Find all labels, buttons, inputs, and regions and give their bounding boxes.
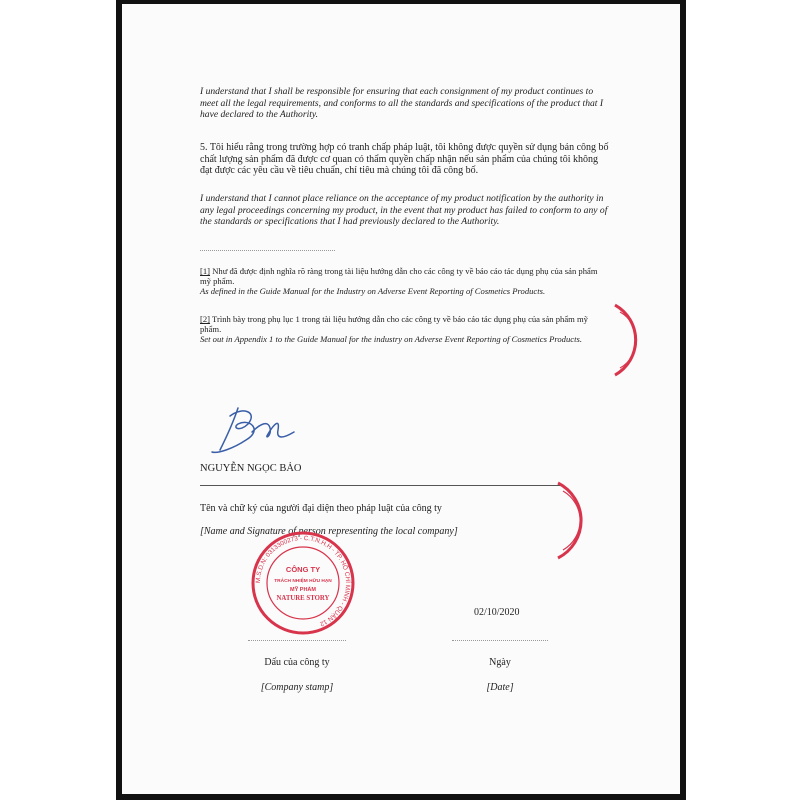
statement-4-english: I understand that I shall be responsible for ensuring that each consignment of my product continues to meet all the legal requirements, and conforms to all the standards and specifications of the product that I have declared to the Authority. — [200, 86, 604, 121]
footnote-2-vietnamese: Trình bày trong phụ lục 1 trong tài liệu hướng dẫn cho các công ty về báo cáo tác dụng phụ của sản phẩm mỹ phẩm. — [200, 314, 588, 334]
seal-line-4: NATURE STORY — [276, 595, 330, 602]
footnote-1-number: [1] — [200, 266, 211, 276]
company-seal — [250, 530, 356, 636]
footnote-2 — [200, 314, 610, 344]
signature-label-english: [Name and Signature of person representing the local company] — [200, 526, 458, 537]
footnote-1-english: As defined in the Guide Manual for the Industry on Adverse Event Reporting of Cosmetics Products. — [200, 286, 546, 296]
signature-label-vietnamese: Tên và chữ ký của người đại diện theo pháp luật của công ty — [200, 503, 442, 514]
footnote-2-number: [2] — [200, 314, 211, 324]
statement-5-english: I understand that I cannot place reliance on the acceptance of my product notification by the authority in any legal proceedings concerning my product, in the event that my product has failed to conform to any of the standards or specifications that I had previously declared to the Authority. — [200, 193, 608, 228]
signatory-name: NGUYỄN NGỌC BẢO — [200, 463, 302, 474]
seal-line-3: MỸ PHẨM — [290, 587, 316, 593]
date-label-english: [Date] — [486, 682, 514, 693]
statement-5-vietnamese: 5. Tôi hiểu rằng trong trường hợp có tranh chấp pháp luật, tôi không được quyền sử dụng bản công bố chất lượng sản phẩm đã được cơ quan có thẩm quyền chấp nhận nếu sản phẩm của chúng tôi không đạt được các yêu cầu về tiêu chuẩn, chỉ tiêu mà chúng tôi đã công bố. — [200, 142, 609, 177]
stamp-label-english: [Company stamp] — [260, 682, 334, 693]
seal-line-1: CÔNG TY — [285, 565, 321, 574]
partial-seal-lower — [553, 478, 593, 563]
partial-seal-upper — [610, 300, 645, 380]
footnote-1-vietnamese: Như đã được định nghĩa rõ ràng trong tài liệu hướng dẫn cho các công ty về báo cáo tác dụng phụ của sản phẩm mỹ phẩm. — [200, 266, 598, 286]
signature-line — [200, 485, 560, 486]
footnote-1 — [200, 266, 610, 296]
stamp-label-vietnamese: Dấu của công ty — [264, 657, 330, 668]
footnote-2-english: Set out in Appendix 1 to the Guide Manual for the industry on Adverse Event Reporting of Cosmetics Products. — [200, 334, 582, 344]
seal-line-2: TRÁCH NHIỆM HỮU HẠN — [274, 579, 332, 584]
handwritten-signature — [208, 398, 298, 460]
date-line — [452, 640, 548, 641]
stamp-line — [248, 640, 346, 641]
date-label-vietnamese: Ngày — [489, 657, 511, 668]
seal-ring-text: M.S.D.N: 0313300273 - C.T.N.H.H - TP. HỒ CHÍ MINH - QUẬN 12 — [254, 534, 352, 628]
footnote-divider — [200, 250, 335, 251]
document-page — [122, 4, 680, 794]
date-value: 02/10/2020 — [474, 607, 520, 618]
